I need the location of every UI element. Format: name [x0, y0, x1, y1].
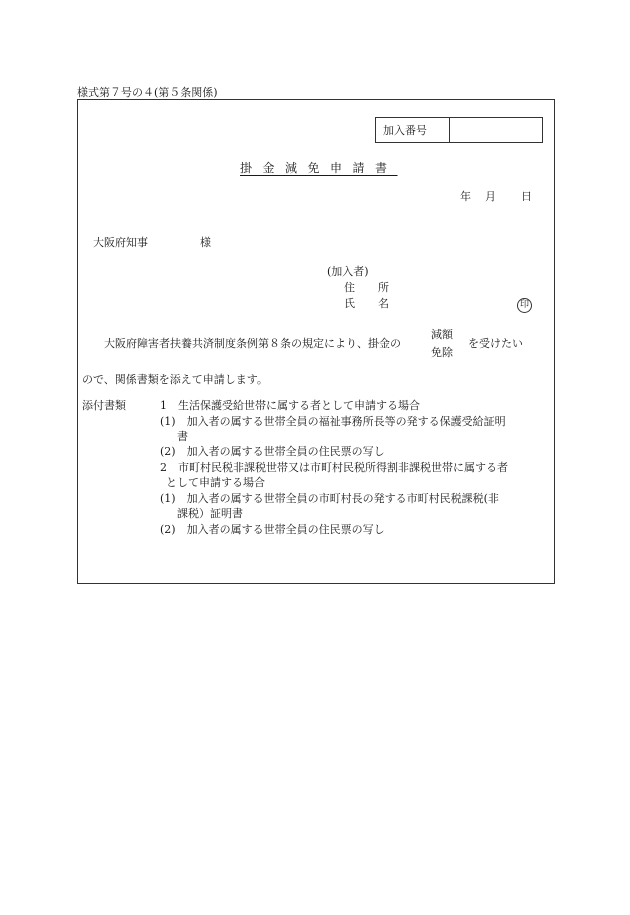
addressee-honorific: 様 [200, 236, 211, 249]
attachment-item-2-cont: として申請する場合 [166, 476, 265, 489]
body-line-2: ので、関係書類を添えて申請します。 [82, 373, 268, 386]
attachment-item-1: 1 生活保護受給世帯に属する者として申請する場合 [160, 399, 420, 412]
option-reduction: 減額 [431, 328, 453, 341]
attachment-item-1-2: (2) 加入者の属する世帯全員の住民票の写し [160, 445, 385, 458]
option-exemption: 免除 [431, 346, 453, 359]
attachment-item-2-1-cont: 課税）証明書 [177, 507, 243, 520]
seal-mark: 印 [517, 298, 532, 313]
attachment-item-1-1: (1) 加入者の属する世帯全員の福祉事務所長等の発する保護受給証明 [160, 415, 506, 428]
name-label-2: 名 [378, 297, 389, 310]
date-day: 日 [521, 190, 532, 203]
attachment-item-2-2: (2) 加入者の属する世帯全員の住民票の写し [160, 523, 385, 536]
form-header: 様式第７号の４(第５条関係) [77, 86, 218, 99]
date-year: 年 [460, 190, 471, 203]
attachment-item-1-1-cont: 書 [177, 430, 188, 443]
addressee-name: 大阪府知事 [93, 236, 148, 249]
name-label-1: 氏 [344, 297, 355, 310]
address-label-1: 住 [344, 281, 355, 294]
attachment-item-2-1: (1) 加入者の属する世帯全員の市町村長の発する市町村民税課税(非 [160, 492, 499, 505]
membership-number-box [375, 117, 543, 143]
attachments-label: 添付書類 [82, 399, 126, 412]
document-title: 掛金減免申請書 [240, 161, 398, 175]
date-month: 月 [485, 190, 496, 203]
body-line-1-end: を受けたい [468, 337, 523, 350]
membership-number-field[interactable] [450, 118, 542, 142]
applicant-role: (加入者) [327, 265, 369, 278]
body-line-1: 大阪府障害者扶養共済制度条例第８条の規定により、掛金の [104, 337, 401, 350]
address-label-2: 所 [378, 281, 389, 294]
membership-number-label: 加入番号 [376, 118, 450, 142]
attachment-item-2: 2 市町村民税非課税世帯又は市町村民税所得割非課税世帯に属する者 [160, 461, 508, 474]
